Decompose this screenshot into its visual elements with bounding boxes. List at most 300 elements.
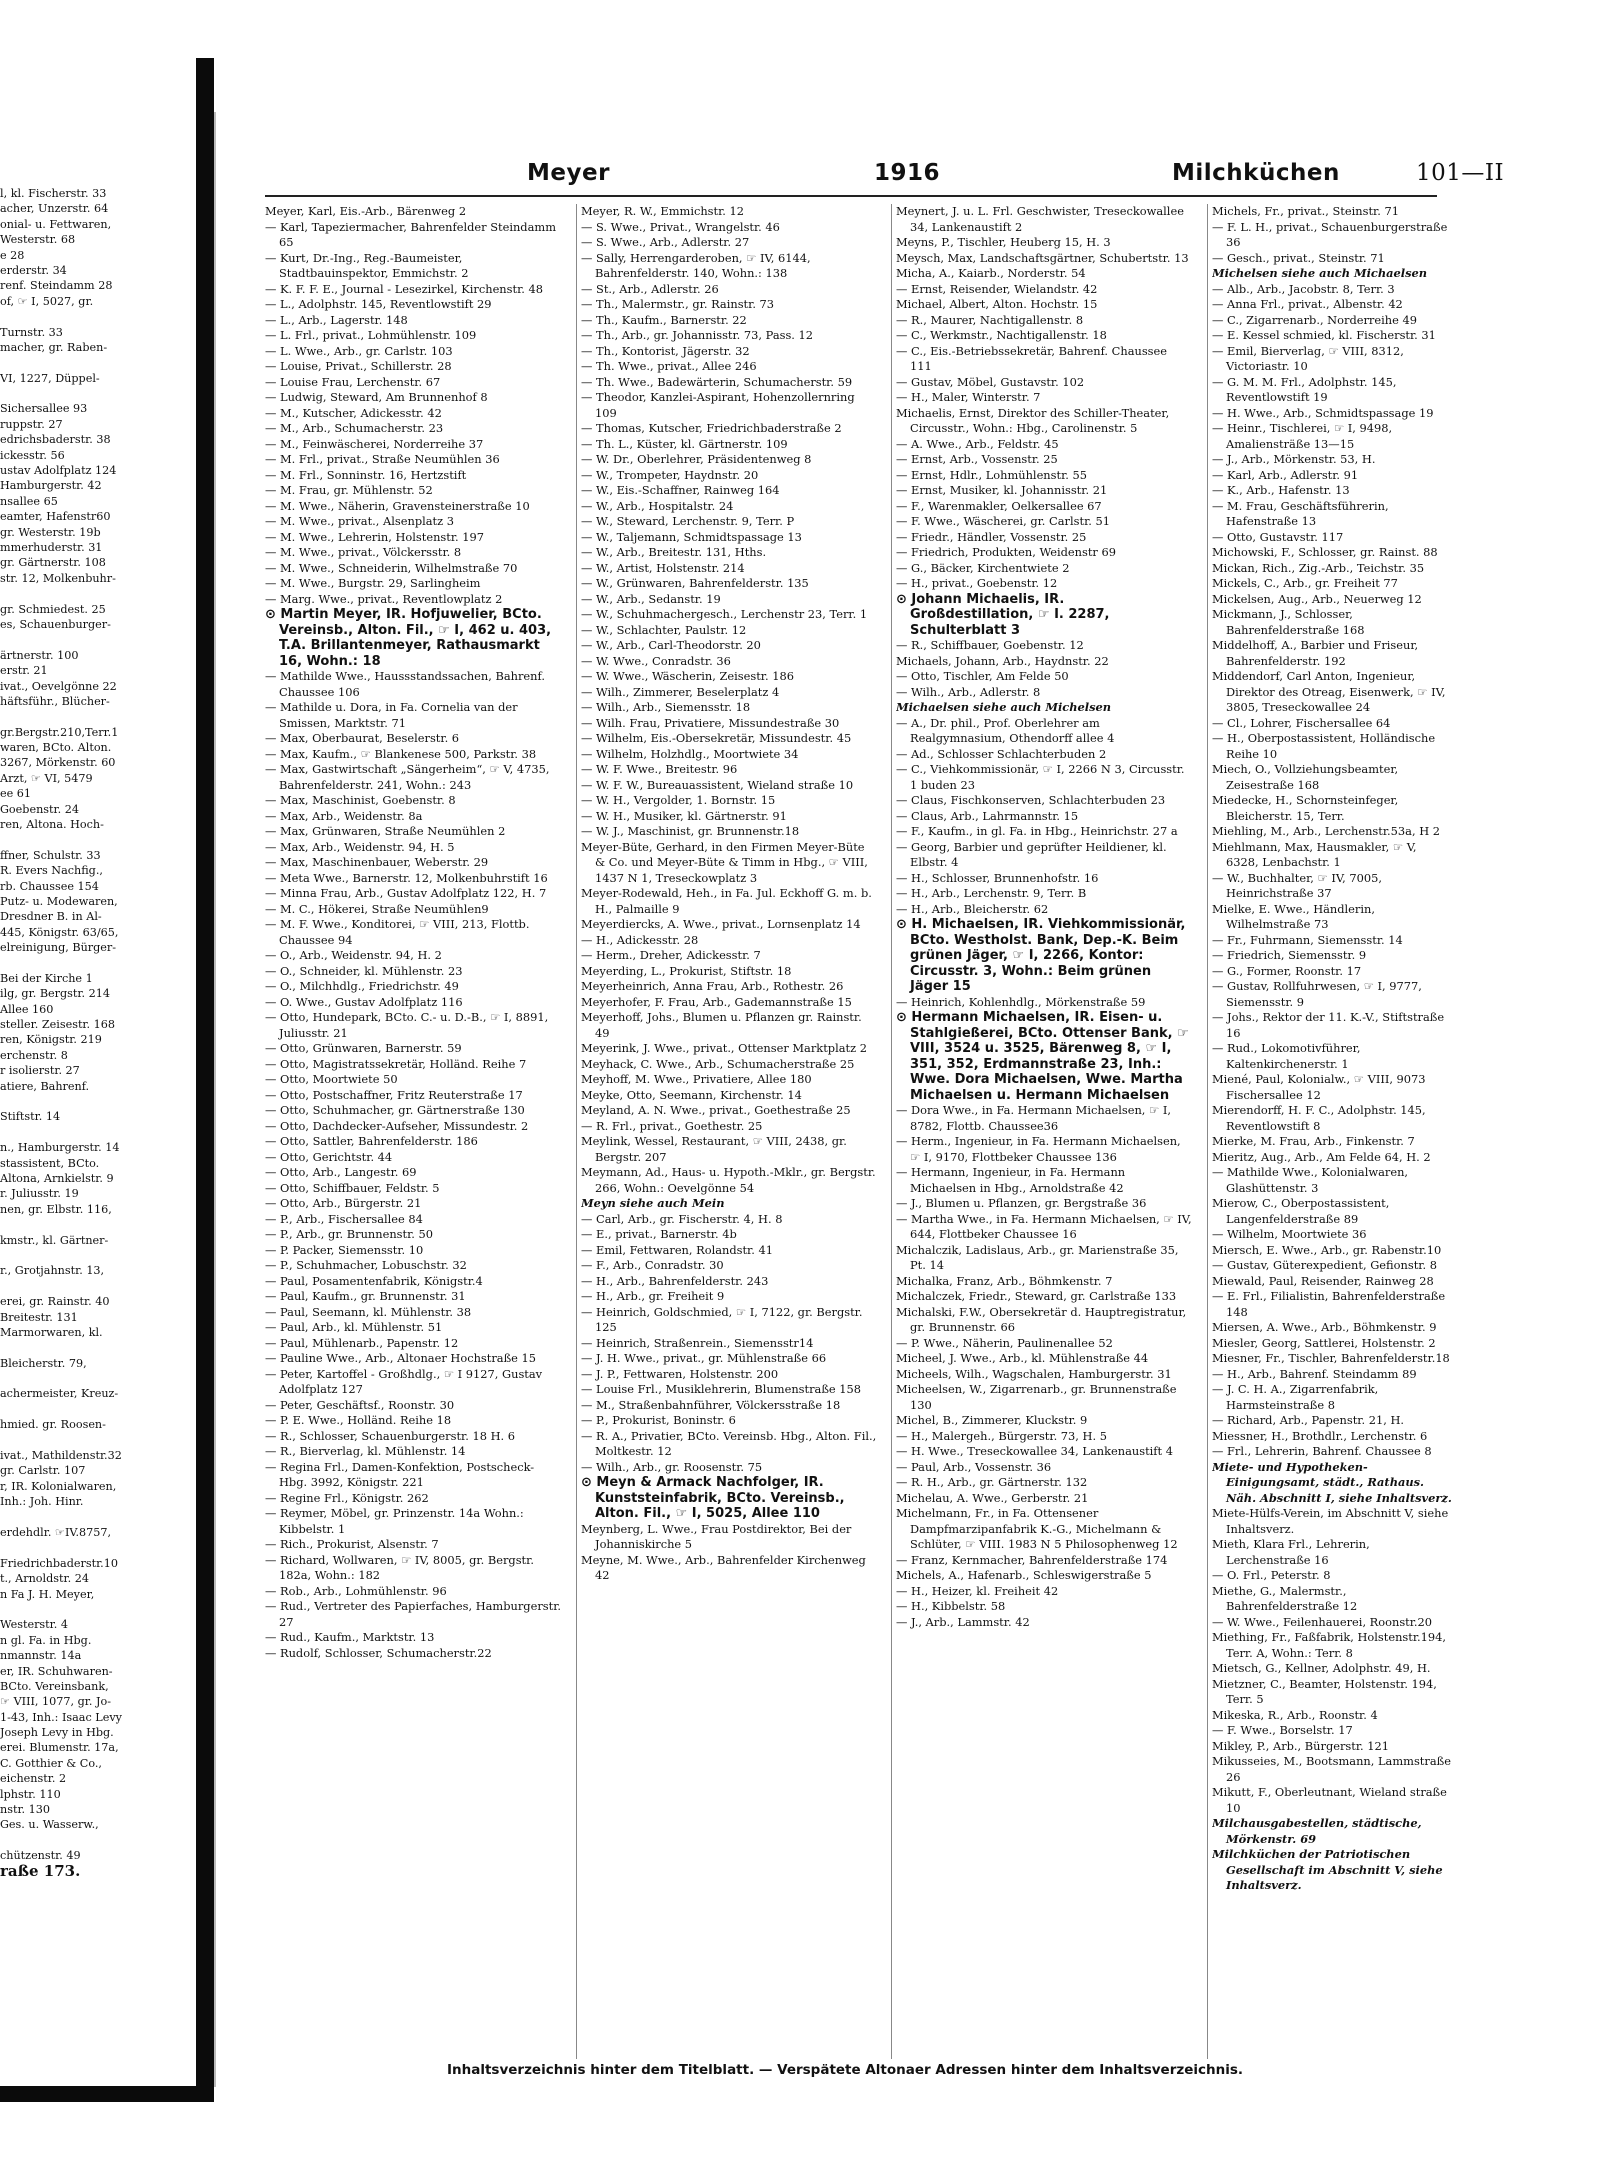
directory-entry: — H., Arb., Lerchenstr. 9, Terr. B — [896, 886, 1087, 900]
directory-entry: — R., Maurer, Nachtigallenstr. 8 — [896, 312, 1084, 327]
directory-entry: — H., Arb., gr. Freiheit 9 — [581, 1289, 725, 1303]
directory-entry: — P. Wwe., Näherin, Paulinenallee 52 — [896, 1335, 1113, 1350]
fragment-line: 1-43, Inh.: Isaac Levy — [0, 1710, 122, 1724]
directory-entry: — Paul, Mühlenarb., Papenstr. 12 — [265, 1335, 459, 1350]
fragment-line: ivat., Oevelgönne 22 — [0, 679, 117, 693]
fragment-line: kmstr., kl. Gärtner- — [0, 1233, 109, 1247]
directory-entry: — K., Arb., Hafenstr. 13 — [1212, 483, 1350, 497]
header-rule — [265, 195, 1437, 197]
directory-entry: — Franz, Kernmacher, Bahrenfelderstraße 174 — [896, 1552, 1168, 1567]
directory-entry: — H., Maler, Winterstr. 7 — [896, 390, 1041, 404]
directory-entry: — Th., Malermstr., gr. Rainstr. 73 — [581, 297, 775, 311]
directory-entry: — H. Wwe., Arb., Schmidtspassage 19 — [1212, 405, 1434, 420]
directory-entry: — M. Frl., Sonninstr. 16, Hertzstift — [265, 467, 467, 482]
directory-entry: — Regina Frl., Damen-Konfektion, Postscheck- Hbg. 3992, Königstr. 221 — [265, 1459, 535, 1489]
directory-entry: — Louise, Privat., Schillerstr. 28 — [265, 359, 452, 373]
directory-entry: — Kurt, Dr.-Ing., Reg.-Baumeister, Stadtbauinspektor, Emmichstr. 2 — [265, 250, 469, 280]
directory-entry: — Cl., Lohrer, Fischersallee 64 — [1212, 715, 1391, 730]
fragment-line: n gl. Fa. in Hbg. — [0, 1633, 92, 1647]
page-edge-line — [214, 112, 216, 2087]
directory-entry: — W., Eis.-Schaffner, Rainweg 164 — [581, 483, 780, 497]
directory-entry: — W. F. Wwe., Breitestr. 96 — [581, 762, 738, 776]
directory-entry: Miethe, G., Malermstr., Bahrenfelderstraße 12 — [1212, 1583, 1358, 1613]
fragment-line: Inh.: Joh. Hinr. — [0, 1495, 84, 1509]
fragment-line — [0, 309, 192, 324]
directory-entry: Mierke, M. Frau, Arb., Finkenstr. 7 — [1212, 1134, 1415, 1148]
directory-entry: — F. Wwe., Wäscherei, gr. Carlstr. 51 — [896, 514, 1110, 528]
fragment-line — [0, 1217, 192, 1232]
directory-entry: — Louise Frl., Musiklehrerin, Blumenstraße 158 — [581, 1382, 862, 1396]
fragment-line — [0, 832, 192, 847]
directory-entry: Mierow, C., Oberpostassistent, Langenfelderstraße 89 — [1212, 1196, 1390, 1226]
fragment-line: nstr. 130 — [0, 1803, 51, 1817]
directory-entry: Meyn siehe auch Mein — [581, 1196, 725, 1210]
directory-entry: — P., Prokurist, Boninstr. 6 — [581, 1413, 736, 1427]
fragment-line — [0, 1433, 192, 1448]
directory-entry: Meyerink, J. Wwe., privat., Ottenser Marktplatz 2 — [581, 1041, 867, 1055]
directory-entry: — Friedrich, Produkten, Weidenstr 69 — [896, 545, 1116, 559]
directory-entry: Michels, Fr., privat., Steinstr. 71 — [1212, 204, 1399, 218]
fragment-line-bold: raße 173. — [0, 1861, 81, 1880]
directory-entry: — Max, Oberbaurat, Beselerstr. 6 — [265, 731, 460, 745]
fragment-line: Breitestr. 131 — [0, 1310, 78, 1324]
fragment-line: Westerstr. 4 — [0, 1618, 68, 1632]
fragment-line: R. Evers Nachfig., — [0, 864, 103, 878]
fragment-line: edrichsbaderstr. 38 — [0, 433, 111, 447]
fragment-line: elreinigung, Bürger- — [0, 941, 117, 955]
directory-entry: — M. Wwe., privat., Alsenplatz 3 — [265, 514, 454, 528]
directory-entry: — Paul, Posamentenfabrik, Königstr.4 — [265, 1273, 483, 1288]
directory-entry: — M. Wwe., Näherin, Gravensteinerstraße 10 — [265, 498, 530, 513]
fragment-line — [0, 1094, 192, 1109]
fragment-line — [0, 632, 192, 647]
directory-entry: — W. Wwe., Feilenhauerei, Roonstr.20 — [1212, 1614, 1433, 1629]
directory-entry: — Th., Arb., gr. Johannisstr. 73, Pass. 12 — [581, 328, 814, 342]
directory-entry: Meyhoff, M. Wwe., Privatiere, Allee 180 — [581, 1072, 812, 1086]
directory-entry: — Ludwig, Steward, Am Brunnenhof 8 — [265, 390, 488, 404]
directory-entry: Mickels, C., Arb., gr. Freiheit 77 — [1212, 576, 1398, 590]
directory-entry: — R., Schlosser, Schauenburgerstr. 18 H. 6 — [265, 1428, 516, 1443]
directory-entry: — W. F. W., Bureauassistent, Wieland straße 10 — [581, 777, 854, 792]
fragment-line — [0, 1540, 192, 1555]
directory-entry: — M. Wwe., privat., Völckersstr. 8 — [265, 545, 462, 559]
directory-entry: — M. C., Hökerei, Straße Neumühlen9 — [265, 901, 489, 916]
fragment-line: gr. Carlstr. 107 — [0, 1464, 86, 1478]
directory-entry: — Hermann, Ingenieur, in Fa. Hermann Michaelsen in Hbg., Arnoldstraße 42 — [896, 1165, 1126, 1195]
directory-entry: — Georg, Barbier und geprüfter Heildiener, kl. Elbstr. 4 — [896, 839, 1167, 869]
directory-entry: — W., Arb., Sedanstr. 19 — [581, 591, 721, 606]
fragment-line: ustav Adolfplatz 124 — [0, 464, 117, 478]
directory-entry: — Paul, Seemann, kl. Mühlenstr. 38 — [265, 1304, 472, 1319]
directory-entry: Mickelsen, Aug., Arb., Neuerweg 12 — [1212, 591, 1422, 606]
directory-entry: Miehlmann, Max, Hausmakler, ☞ V, 6328, Lenbachstr. 1 — [1212, 839, 1417, 869]
directory-column-1 — [265, 204, 561, 2059]
fragment-line: ruppstr. 27 — [0, 417, 63, 431]
fragment-line: ärtnerstr. 100 — [0, 648, 79, 662]
directory-entry: — Otto, Grünwaren, Barnerstr. 59 — [265, 1041, 462, 1055]
previous-page-fragment — [0, 186, 192, 2081]
directory-entry: Meyerdiercks, A. Wwe., privat., Lornsenplatz 14 — [581, 917, 861, 931]
directory-entry: — K. F. F. E., Journal - Lesezirkel, Kirchenstr. 48 — [265, 281, 543, 296]
directory-entry: Miesler, Georg, Sattlerei, Holstenstr. 2 — [1212, 1335, 1436, 1350]
directory-entry: — Carl, Arb., gr. Fischerstr. 4, H. 8 — [581, 1211, 783, 1226]
directory-entry: Miesner, Fr., Tischler, Bahrenfelderstr.18 — [1212, 1351, 1450, 1365]
directory-entry: — Rudolf, Schlosser, Schumacherstr.22 — [265, 1645, 492, 1660]
fragment-line: Putz- u. Modewaren, — [0, 894, 118, 908]
fragment-line: r isolierstr. 27 — [0, 1064, 80, 1078]
directory-entry: Meyer, Karl, Eis.-Arb., Bärenweg 2 — [265, 204, 467, 218]
fragment-line: gr.Bergstr.210,Terr.1 — [0, 725, 119, 739]
directory-entry: Michalski, F.W., Obersekretär d. Hauptregistratur, gr. Brunnenstr. 66 — [896, 1304, 1187, 1334]
directory-entry: — J., Arb., Mörkenstr. 53, H. — [1212, 452, 1376, 466]
fragment-line: häftsführ., Blücher- — [0, 694, 110, 708]
directory-entry: — Wilhelm, Moortwiete 36 — [1212, 1227, 1367, 1241]
directory-entry: — G., Bäcker, Kirchentwiete 2 — [896, 560, 1070, 575]
directory-entry: — H., Heizer, kl. Freiheit 42 — [896, 1583, 1059, 1598]
fragment-line: erei, gr. Rainstr. 40 — [0, 1295, 110, 1309]
directory-entry: — H. Wwe., Treseckowallee 34, Lankenaustift 4 — [896, 1444, 1173, 1458]
directory-entry: — W. Wwe., Conradstr. 36 — [581, 653, 731, 668]
directory-entry: — W., Arb., Hospitalstr. 24 — [581, 498, 734, 513]
directory-entry: — Heinrich, Goldschmied, ☞ I, 7122, gr. Bergstr. 125 — [581, 1304, 863, 1334]
directory-entry: — Max, Gastwirtschaft „Sängerheim“, ☞ V, 4735, Bahrenfelderstr. 241, Wohn.: 243 — [265, 762, 550, 792]
fragment-line: Turnstr. 33 — [0, 325, 63, 339]
directory-entry: — M. Wwe., Schneiderin, Wilhelmstraße 70 — [265, 560, 518, 575]
directory-entry: Meyland, A. N. Wwe., privat., Goethestraße 25 — [581, 1103, 851, 1117]
directory-entry: Meyer-Rodewald, Heh., in Fa. Jul. Eckhoff G. m. b. H., Palmaille 9 — [581, 886, 872, 916]
directory-entry: Michel, B., Zimmerer, Kluckstr. 9 — [896, 1413, 1088, 1427]
directory-entry: — Frl., Lehrerin, Bahrenf. Chaussee 8 — [1212, 1444, 1432, 1458]
directory-entry: Miete- und Hypotheken-Einigungsamt, städt., Rathaus. Näh. Abschnitt I, siehe Inhaltsverz. — [1212, 1459, 1452, 1505]
fragment-line: erstr. 21 — [0, 664, 48, 678]
directory-entry: — Th. L., Küster, kl. Gärtnerstr. 109 — [581, 436, 788, 451]
directory-entry: — Anna Frl., privat., Albenstr. 42 — [1212, 297, 1403, 311]
directory-entry: — Johs., Rektor der 11. K.-V., Stiftstraße 16 — [1212, 1010, 1445, 1040]
directory-entry: — F. Wwe., Borselstr. 17 — [1212, 1723, 1353, 1737]
fragment-line: Friedrichbaderstr.10 — [0, 1556, 118, 1570]
scan-binding-shadow-bottom — [0, 2086, 214, 2102]
directory-entry: — J., Blumen u. Pflanzen, gr. Bergstraße 36 — [896, 1196, 1147, 1210]
fragment-line: macher, gr. Raben- — [0, 340, 108, 354]
fragment-line: Dresdner B. in Al- — [0, 910, 102, 924]
directory-entry: — C., Eis.-Betriebssekretär, Bahrenf. Chaussee 111 — [896, 343, 1168, 373]
fragment-line: ickesstr. 56 — [0, 448, 65, 462]
directory-entry: Meyerhofer, F. Frau, Arb., Gademannstraße 15 — [581, 994, 852, 1009]
fragment-line — [0, 1402, 192, 1417]
directory-entry: — Richard, Arb., Papenstr. 21, H. — [1212, 1413, 1404, 1427]
directory-entry: — Friedr., Händler, Vossenstr. 25 — [896, 529, 1087, 544]
fragment-line: steller. Zeisestr. 168 — [0, 1018, 116, 1032]
directory-entry: Mierendorff, H. F. C., Adolphstr. 145, Reventlowstift 8 — [1212, 1103, 1426, 1133]
fragment-line: t., Arnoldstr. 24 — [0, 1572, 89, 1586]
directory-entry: Miete-Hülfs-Verein, im Abschnitt V, siehe Inhaltsverz. — [1212, 1506, 1449, 1536]
directory-entry: ⊙ Martin Meyer, IR. Hofjuwelier, BCto. Vereinsb., Alton. Fil., ☞ I, 462 u. 403, T.A. Brillantenmeyer, Rathausmarkt 16, Wohn.: 18 — [265, 607, 552, 669]
fragment-line: ivat., Mathildenstr.32 — [0, 1449, 122, 1463]
fragment-line: waren, BCto. Alton. — [0, 741, 112, 755]
directory-entry: — P. E. Wwe., Holländ. Reihe 18 — [265, 1413, 452, 1427]
directory-entry: — A., Dr. phil., Prof. Oberlehrer am Realgymnasium, Othendorff allee 4 — [896, 715, 1115, 745]
header-year: 1916 — [874, 160, 941, 186]
fragment-line: gr. Schmiedest. 25 — [0, 602, 106, 616]
header-right-name: Milchküchen — [1172, 160, 1340, 186]
directory-entry: Mietsch, G., Kellner, Adolphstr. 49, H. — [1212, 1661, 1431, 1675]
directory-entry: — Claus, Fischkonserven, Schlachterbuden 23 — [896, 793, 1166, 807]
fragment-line: ee 61 — [0, 787, 32, 801]
directory-entry: — Otto, Arb., Bürgerstr. 21 — [265, 1196, 422, 1210]
directory-entry: Micheelsen, W., Zigarrenarb., gr. Brunnenstraße 130 — [896, 1382, 1177, 1412]
directory-entry: — Mathilde Wwe., Haussstandssachen, Bahrenf. Chaussee 106 — [265, 669, 545, 699]
directory-entry: — Reymer, Möbel, gr. Prinzenstr. 14a Wohn.: Kibbelstr. 1 — [265, 1506, 524, 1536]
directory-entry: — Otto, Magistratssekretär, Holländ. Reihe 7 — [265, 1056, 527, 1071]
directory-entry: — J. C. H. A., Zigarrenfabrik, Harmsteinstraße 8 — [1212, 1382, 1379, 1412]
directory-entry: — F. L. H., privat., Schauenburgerstraße 36 — [1212, 219, 1448, 249]
directory-entry: — W., Arb., Breitestr. 131, Hths. — [581, 545, 767, 559]
directory-entry: Meysch, Max, Landschaftsgärtner, Schubertstr. 13 — [896, 250, 1189, 265]
directory-entry: — F., Warenmakler, Oelkersallee 67 — [896, 498, 1102, 513]
fragment-line: ffner, Schulstr. 33 — [0, 848, 101, 862]
directory-entry: — E. Frl., Filialistin, Bahrenfelderstraße 148 — [1212, 1289, 1446, 1319]
directory-entry: — M., Feinwäscherei, Norderreihe 37 — [265, 436, 484, 451]
fragment-line: 445, Königstr. 63/65, — [0, 925, 119, 939]
fragment-line: r., Grotjahnstr. 13, — [0, 1264, 105, 1278]
directory-entry: — H., Arb., Bleicherstr. 62 — [896, 901, 1049, 916]
directory-entry: — Otto, Arb., Langestr. 69 — [265, 1165, 417, 1179]
directory-entry: — Ad., Schlosser Schlachterbuden 2 — [896, 746, 1107, 761]
fragment-line — [0, 1371, 192, 1386]
directory-entry: — Heinrich, Kohlenhdlg., Mörkenstraße 59 — [896, 994, 1146, 1009]
fragment-line: of, ☞ I, 5027, gr. — [0, 294, 94, 308]
directory-entry: — Max, Arb., Weidenstr. 8a — [265, 808, 423, 823]
directory-entry: — L. Frl., privat., Lohmühlenstr. 109 — [265, 328, 477, 342]
directory-entry: Meyns, P., Tischler, Heuberg 15, H. 3 — [896, 235, 1111, 249]
directory-entry: Miewald, Paul, Reisender, Rainweg 28 — [1212, 1273, 1434, 1288]
directory-entry: — Heinrich, Straßenrein., Siemensstr14 — [581, 1335, 814, 1350]
fragment-line: ren, Altona. Hoch- — [0, 818, 104, 832]
directory-entry: — M. Frau, gr. Mühlenstr. 52 — [265, 483, 433, 497]
fragment-line — [0, 1510, 192, 1525]
directory-entry: — Wilh., Arb., Siemensstr. 18 — [581, 700, 751, 714]
directory-entry: Michelsen siehe auch Michaelsen — [1212, 266, 1428, 280]
fragment-line: er, IR. Schuhwaren- — [0, 1664, 113, 1678]
directory-entry: — Ernst, Musiker, kl. Johannisstr. 21 — [896, 483, 1108, 497]
directory-entry: — Rud., Kaufm., Marktstr. 13 — [265, 1630, 435, 1644]
directory-entry: — A. Wwe., Arb., Feldstr. 45 — [896, 436, 1059, 451]
directory-entry: Michalka, Franz, Arb., Böhmkenstr. 7 — [896, 1273, 1113, 1288]
fragment-line: achermeister, Kreuz- — [0, 1387, 119, 1401]
directory-entry: — Friedrich, Siemensstr. 9 — [1212, 948, 1367, 962]
footer-note: Inhaltsverzeichnis hinter dem Titelblatt. — Verspätete Altonaer Adressen hinter dem Inhaltsverzeichnis. — [446, 2062, 1244, 2078]
directory-entry: — W., Schlachter, Paulstr. 12 — [581, 622, 747, 637]
page-number: 101—II — [1416, 160, 1505, 186]
fragment-line: n., Hamburgerstr. 14 — [0, 1141, 120, 1155]
directory-entry: — W. J., Maschinist, gr. Brunnenstr.18 — [581, 824, 800, 838]
column-divider — [576, 204, 577, 2059]
fragment-line: mmerhuderstr. 31 — [0, 540, 103, 554]
directory-entry: — S. Wwe., Privat., Wrangelstr. 46 — [581, 219, 780, 234]
directory-entry: Michelau, A. Wwe., Gerberstr. 21 — [896, 1490, 1089, 1505]
directory-entry: — Gustav, Rollfuhrwesen, ☞ I, 9777, Siemensstr. 9 — [1212, 979, 1422, 1009]
directory-entry: Meynert, J. u. L. Frl. Geschwister, Treseckowallee 34, Lankenaustift 2 — [896, 204, 1184, 234]
directory-entry: — M. F. Wwe., Konditorei, ☞ VIII, 213, Flottb. Chaussee 94 — [265, 917, 530, 947]
directory-entry: Micha, A., Kaiarb., Norderstr. 54 — [896, 266, 1086, 280]
fragment-line: Allee 160 — [0, 1002, 54, 1016]
directory-entry: — H., Adickesstr. 28 — [581, 932, 699, 947]
directory-entry: — P., Arb., gr. Brunnenstr. 50 — [265, 1227, 434, 1241]
directory-entry: — Rich., Prokurist, Alsenstr. 7 — [265, 1537, 439, 1551]
directory-entry: — Marg. Wwe., privat., Reventlowplatz 2 — [265, 591, 503, 606]
directory-entry: Michels, A., Hafenarb., Schleswigerstraße 5 — [896, 1568, 1152, 1582]
directory-entry: Michowski, F., Schlosser, gr. Rainst. 88 — [1212, 545, 1438, 559]
directory-entry: — Th., Kontorist, Jägerstr. 32 — [581, 343, 750, 358]
directory-entry: — H., Malergeh., Bürgerstr. 73, H. 5 — [896, 1428, 1107, 1443]
directory-entry: — G., Former, Roonstr. 17 — [1212, 963, 1362, 978]
directory-entry: — Fr., Fuhrmann, Siemensstr. 14 — [1212, 932, 1403, 947]
directory-entry: Mickmann, J., Schlosser, Bahrenfelderstraße 168 — [1212, 607, 1365, 637]
directory-column-4 — [1212, 204, 1452, 2059]
fragment-line: renf. Steindamm 28 — [0, 279, 113, 293]
fragment-line: erderstr. 34 — [0, 263, 67, 277]
directory-entry: — M., Straßenbahnführer, Völckersstraße 18 — [581, 1397, 841, 1412]
directory-entry: — O. Wwe., Gustav Adolfplatz 116 — [265, 994, 463, 1009]
fragment-line — [0, 386, 192, 401]
directory-entry: — Wilh. Frau, Privatiere, Missundestraße 30 — [581, 715, 840, 730]
directory-entry: — P., Arb., Fischersallee 84 — [265, 1211, 423, 1226]
directory-entry: — M., Kutscher, Adickesstr. 42 — [265, 405, 442, 420]
directory-entry: — Thomas, Kutscher, Friedrichbaderstraße 2 — [581, 421, 842, 435]
directory-entry: — O., Milchhdlg., Friedrichstr. 49 — [265, 979, 459, 993]
directory-entry: — Otto, Moortwiete 50 — [265, 1072, 398, 1086]
directory-entry: — Karl, Tapeziermacher, Bahrenfelder Steindamm 65 — [265, 219, 556, 249]
directory-entry: — Th. Wwe., Badewärterin, Schumacherstr. 59 — [581, 374, 853, 389]
directory-entry: — M. Wwe., Lehrerin, Holstenstr. 197 — [265, 529, 485, 544]
directory-entry: — Otto, Hundepark, BCto. C.- u. D.-B., ☞ I, 8891, Juliusstr. 21 — [265, 1010, 549, 1040]
directory-entry: — M. Frl., privat., Straße Neumühlen 36 — [265, 452, 500, 466]
directory-entry: — Pauline Wwe., Arb., Altonaer Hochstraße 15 — [265, 1351, 537, 1365]
fragment-line — [0, 1602, 192, 1617]
directory-entry: — Herm., Dreher, Adickesstr. 7 — [581, 948, 761, 962]
directory-entry: — Max, Grünwaren, Straße Neumühlen 2 — [265, 824, 506, 838]
directory-entry: — C., Viehkommissionär, ☞ I, 2266 N 3, Circusstr. 1 buden 23 — [896, 762, 1185, 792]
directory-entry: — Theodor, Kanzlei-Aspirant, Hohenzollernring 109 — [581, 390, 855, 420]
column-divider — [891, 204, 892, 2059]
directory-entry: — St., Arb., Adlerstr. 26 — [581, 281, 719, 296]
directory-entry: ⊙ H. Michaelsen, IR. Viehkommissionär, BCto. Westholst. Bank, Dep.-K. Beim grünen Jäger, ☞ I, 2266, Kontor: Circusstr. 3, Wohn.: Beim grünen Jäger 15 — [896, 917, 1186, 994]
directory-entry: — Wilh., Zimmerer, Beselerplatz 4 — [581, 684, 780, 699]
fragment-line — [0, 1279, 192, 1294]
directory-entry: — W., Artist, Holstenstr. 214 — [581, 560, 745, 575]
directory-entry: Middelhoff, A., Barbier und Friseur, Bahrenfelderstr. 192 — [1212, 638, 1419, 668]
fragment-line: str. 12, Molkenbuhr- — [0, 571, 116, 585]
directory-entry: — J., Arb., Lammstr. 42 — [896, 1614, 1030, 1629]
directory-entry: — H., Oberpostassistent, Holländische Reihe 10 — [1212, 731, 1436, 761]
directory-entry: — Meta Wwe., Barnerstr. 12, Molkenbuhrstift 16 — [265, 870, 548, 885]
directory-entry: — R., Schiffbauer, Goebenstr. 12 — [896, 638, 1084, 652]
directory-entry: Michaels, Johann, Arb., Haydnstr. 22 — [896, 653, 1109, 668]
directory-entry: Middendorf, Carl Anton, Ingenieur, Direktor des Otreag, Eisenwerk, ☞ IV, 3805, Treseckowallee 24 — [1212, 669, 1446, 714]
directory-entry: — Wilhelm, Holzhdlg., Moortwiete 34 — [581, 746, 799, 761]
directory-entry: Mikutt, F., Oberleutnant, Wieland straße 10 — [1212, 1785, 1447, 1815]
directory-entry: Miehling, M., Arb., Lerchenstr.53a, H 2 — [1212, 824, 1440, 838]
directory-entry: — Rud., Lokomotivführer, Kaltenkirchenerstr. 1 — [1212, 1041, 1361, 1071]
directory-entry: Mielke, E. Wwe., Händlerin, Wilhelmstraße 73 — [1212, 901, 1375, 931]
fragment-line: Westerstr. 68 — [0, 233, 76, 247]
fragment-line: erchenstr. 8 — [0, 1048, 68, 1062]
directory-entry: — R. H., Arb., gr. Gärtnerstr. 132 — [896, 1475, 1088, 1489]
fragment-line — [0, 956, 192, 971]
directory-entry: Michalczek, Friedr., Steward, gr. Carlstraße 133 — [896, 1289, 1177, 1303]
directory-entry: — Otto, Tischler, Am Felde 50 — [896, 669, 1069, 683]
directory-entry: — R., Bierverlag, kl. Mühlenstr. 14 — [265, 1444, 466, 1458]
directory-entry: — M. Wwe., Burgstr. 29, Sarlingheim — [265, 576, 481, 590]
directory-entry: — O., Schneider, kl. Mühlenstr. 23 — [265, 963, 463, 978]
directory-entry: — Herm., Ingenieur, in Fa. Hermann Michaelsen, ☞ I, 9170, Flottbeker Chaussee 136 — [896, 1134, 1181, 1164]
directory-entry: — Louise Frau, Lerchenstr. 67 — [265, 374, 441, 389]
directory-entry: — Claus, Arb., Lahrmannstr. 15 — [896, 808, 1079, 823]
directory-entry: — H., Arb., Bahrenfelderstr. 243 — [581, 1273, 769, 1288]
directory-entry: — W., Arb., Carl-Theodorstr. 20 — [581, 638, 761, 652]
directory-entry: Miersen, A. Wwe., Arb., Böhmkenstr. 9 — [1212, 1320, 1437, 1334]
directory-entry: — Martha Wwe., in Fa. Hermann Michaelsen, ☞ IV, 644, Flottbeker Chaussee 16 — [896, 1211, 1192, 1241]
fragment-line: erei. Blumenstr. 17a, — [0, 1741, 119, 1755]
directory-entry: — H., Kibbelstr. 58 — [896, 1599, 1006, 1613]
directory-entry: — R. A., Privatier, BCto. Vereinsb. Hbg., Alton. Fil., Moltkestr. 12 — [581, 1428, 877, 1458]
directory-entry: — L. Wwe., Arb., gr. Carlstr. 103 — [265, 343, 453, 358]
fragment-line — [0, 1833, 192, 1848]
fragment-line: ilg, gr. Bergstr. 214 — [0, 987, 110, 1001]
directory-entry: — Th. Wwe., privat., Allee 246 — [581, 359, 757, 373]
directory-entry: — Peter, Geschäftsf., Roonstr. 30 — [265, 1397, 455, 1412]
fragment-line: Altona, Arnkielstr. 9 — [0, 1172, 114, 1185]
directory-entry: — Paul, Arb., Vossenstr. 36 — [896, 1459, 1052, 1474]
column-divider — [1207, 204, 1208, 2059]
fragment-line: ren, Königstr. 219 — [0, 1033, 102, 1047]
directory-entry: Meynberg, L. Wwe., Frau Postdirektor, Bei der Johanniskirche 5 — [581, 1521, 852, 1551]
fragment-line: n Fa J. H. Meyer, — [0, 1587, 95, 1601]
fragment-line: Joseph Levy in Hbg. — [0, 1726, 114, 1740]
directory-entry: — W., Buchhalter, ☞ IV, 7005, Heinrichstraße 37 — [1212, 870, 1382, 900]
fragment-line: Hamburgerstr. 42 — [0, 479, 102, 493]
directory-entry: — Sally, Herrengarderoben, ☞ IV, 6144, Bahrenfelderstr. 140, Wohn.: 138 — [581, 250, 811, 280]
directory-entry: Meyerding, L., Prokurist, Stiftstr. 18 — [581, 963, 792, 978]
directory-column-3 — [896, 204, 1192, 2059]
fragment-line: Stiftstr. 14 — [0, 1110, 61, 1124]
fragment-line: e 28 — [0, 248, 25, 262]
directory-entry: — Otto, Dachdecker-Aufseher, Missundestr. 2 — [265, 1118, 529, 1133]
directory-entry: — W., Trompeter, Haydnstr. 20 — [581, 467, 759, 482]
directory-entry: — J. P., Fettwaren, Holstenstr. 200 — [581, 1366, 779, 1381]
fragment-line: VI, 1227, Düppel- — [0, 371, 100, 385]
fragment-line: stassistent, BCto. — [0, 1156, 100, 1170]
directory-entry: Mieritz, Aug., Arb., Am Felde 64, H. 2 — [1212, 1149, 1431, 1164]
fragment-line: r, IR. Kolonialwaren, — [0, 1479, 117, 1493]
directory-entry: — Peter, Kartoffel - Großhdlg., ☞ I 9127, Gustav Adolfplatz 127 — [265, 1366, 543, 1396]
fragment-line: nsallee 65 — [0, 494, 58, 508]
fragment-line: BCto. Vereinsbank, — [0, 1679, 109, 1693]
fragment-line: C. Gotthier & Co., — [0, 1756, 102, 1770]
directory-entry: — Wilhelm, Eis.-Obersekretär, Missundestr. 45 — [581, 731, 852, 745]
directory-entry: Miething, Fr., Faßfabrik, Holstenstr.194, Terr. A, Wohn.: Terr. 8 — [1212, 1630, 1447, 1660]
directory-entry: — Emil, Fettwaren, Rolandstr. 41 — [581, 1242, 773, 1257]
directory-entry: — R. Frl., privat., Goethestr. 25 — [581, 1118, 763, 1133]
directory-entry: Michael, Albert, Alton. Hochstr. 15 — [896, 297, 1098, 311]
directory-entry: — L., Arb., Lagerstr. 148 — [265, 312, 408, 327]
directory-entry: — W. Dr., Oberlehrer, Präsidentenweg 8 — [581, 452, 812, 466]
directory-entry: Miersch, E. Wwe., Arb., gr. Rabenstr.10 — [1212, 1242, 1442, 1257]
directory-entry: — E., privat., Barnerstr. 4b — [581, 1227, 737, 1241]
fragment-line — [0, 586, 192, 601]
directory-entry: ⊙ Hermann Michaelsen, IR. Eisen- u. Stahlgießerei, BCto. Ottenser Bank, ☞ VIII, 3524 u. 3525, Bärenweg 8, ☞ I, 351, 352, Erdmannstraße 23, Inh.: Wwe. Dora Michaelsen, Wwe. Martha Michaelsen u. Hermann Michaelsen — [896, 1010, 1189, 1103]
directory-entry: ⊙ Johann Michaelis, IR. Großdestillation, ☞ I. 2287, Schulterblatt 3 — [896, 591, 1110, 638]
